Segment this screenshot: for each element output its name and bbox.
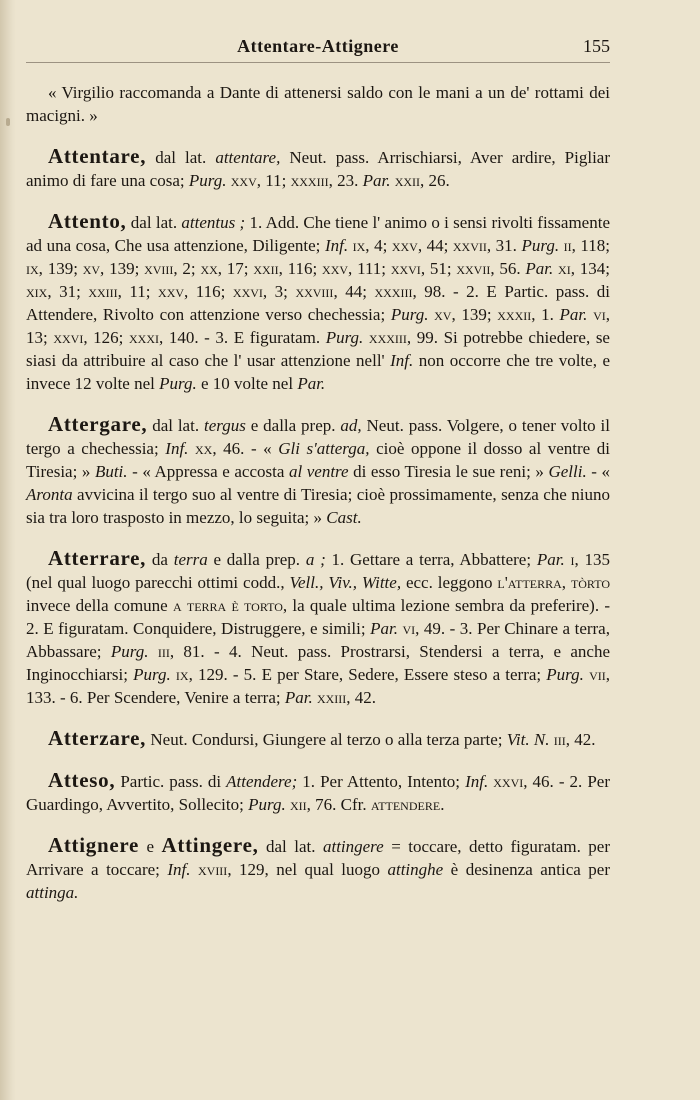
text-run: , 26. <box>420 171 450 190</box>
small-caps-text: xxv <box>391 236 418 255</box>
text-run: , 46. - 2. Per Guardingo, Avvertito, Sollecito; <box>26 772 610 814</box>
text-run: , 31; <box>47 282 89 301</box>
italic-text: Purg. <box>159 374 197 393</box>
italic-text: al ventre <box>288 462 349 481</box>
italic-text: attentus ; <box>181 213 246 232</box>
small-caps-text: xxvii <box>452 236 487 255</box>
text-run: , 129. - 5. E per Stare, Sedere, Essere steso a terra; <box>188 665 547 684</box>
text-run: , 44; <box>333 282 375 301</box>
text-run: , 42. <box>346 688 377 707</box>
small-caps-text: xxvii <box>456 259 491 278</box>
text-run: , 1. <box>531 305 560 324</box>
text-run: , 23. <box>328 171 363 190</box>
small-caps-text: xi <box>553 259 571 278</box>
italic-text: Purg. <box>248 795 286 814</box>
running-head <box>26 34 610 63</box>
italic-text: Par. <box>536 550 565 569</box>
text-run: non occorre che tre volte, e invece 12 volte nel <box>26 351 610 393</box>
headword: Atterrare, <box>48 546 147 570</box>
italic-text: attentare, <box>215 148 281 167</box>
small-caps-text: iii <box>148 642 170 661</box>
small-caps-text: xx <box>200 259 218 278</box>
italic-text: Vit. N. <box>506 730 550 749</box>
text-run: , 99. Si potrebbe chiedere, se siasi da attribuire al caso che l' usar attenzione nell' <box>26 328 610 370</box>
small-caps-text: vi <box>587 305 606 324</box>
italic-text: Inf. <box>390 351 414 370</box>
small-caps-text: xv <box>428 305 452 324</box>
text-run: , 3; <box>262 282 296 301</box>
text-run: , 49. - 3. Per Chinare a terra, Abbassare; <box>26 619 610 661</box>
small-caps-text: iii <box>549 730 566 749</box>
small-caps-text: xxxiii <box>374 282 413 301</box>
italic-text: Vell., Viv., Witte, <box>289 573 402 592</box>
headword: Attergare, <box>48 412 148 436</box>
text-run: , 135 (nel qual luogo parecchi ottimi codd., <box>26 550 610 592</box>
text-run: , 51; <box>420 259 457 278</box>
small-caps-text: xxvi <box>53 328 84 347</box>
text-run: , 111; <box>348 259 391 278</box>
small-caps-text: xxviii <box>295 282 334 301</box>
book-gutter <box>0 0 16 1100</box>
text-run: e dalla prep. <box>245 416 341 435</box>
small-caps-text: xxiii <box>88 282 118 301</box>
italic-text: attinga. <box>26 883 79 902</box>
italic-text: attingere <box>322 837 384 856</box>
text-run: « Virgilio raccomanda a Dante di attenersi saldo con le mani a un de' rottami dei macigni. » <box>26 83 610 125</box>
small-caps-text: xxvi <box>232 282 263 301</box>
italic-text: Cast. <box>326 508 362 527</box>
small-caps-text: vi <box>397 619 416 638</box>
italic-text: Purg. <box>546 665 584 684</box>
italic-text: Par. <box>284 688 313 707</box>
text-run: e <box>139 837 162 856</box>
italic-text: Purg. <box>521 236 560 255</box>
page-margin-mark <box>6 118 10 126</box>
text-run: , 56. <box>490 259 526 278</box>
italic-text: Par. <box>559 305 588 324</box>
entry-attento <box>26 210 610 395</box>
text-run: dal lat. <box>147 416 204 435</box>
text-run: Neut. pass. Volgere, o tener volto il tergo a chechessia; <box>26 416 610 458</box>
entry-atterzare <box>26 727 610 751</box>
text-run: cioè oppone il dosso al ventre di Tiresia; » <box>26 439 611 481</box>
italic-text: Gli s'atterga, <box>278 439 370 458</box>
small-caps-text: ix <box>170 665 189 684</box>
text-run: invece della comune <box>26 596 173 615</box>
italic-text: Purg. <box>110 642 149 661</box>
small-caps-text: xxxiii <box>290 171 329 190</box>
small-caps-text: ix <box>348 236 366 255</box>
headword: Atterzare, <box>48 726 147 750</box>
italic-text: Purg. <box>188 171 227 190</box>
text-run: , 13; <box>26 305 610 347</box>
text-run: , 139; <box>100 259 145 278</box>
small-caps-text: xxv <box>158 282 185 301</box>
text-run: 1. Per Attento, Intento; <box>297 772 466 791</box>
text-run: e 10 volte nel <box>196 374 298 393</box>
small-caps-text: xxxiii <box>363 328 407 347</box>
italic-text: Aronta <box>26 485 73 504</box>
small-caps-text: i <box>564 550 575 569</box>
italic-text: Attendere; <box>226 772 298 791</box>
small-caps-text: xix <box>26 282 48 301</box>
small-caps-text: xviii <box>144 259 174 278</box>
italic-text: Par. <box>525 259 554 278</box>
small-caps-text: xxxi <box>129 328 159 347</box>
text-run: di esso Tiresia le sue reni; » <box>348 462 549 481</box>
entry-atterrare <box>26 547 610 709</box>
italic-text: terra <box>173 550 208 569</box>
text-run: e dalla prep. <box>207 550 306 569</box>
entry-attentare <box>26 145 610 192</box>
text-run: . <box>440 795 445 814</box>
headword: Atteso, <box>48 768 116 792</box>
text-run: , 81. - 4. Neut. pass. Prostrarsi, Stendersi a terra, e anche Inginocchiarsi; <box>26 642 611 684</box>
continuation-paragraph <box>26 81 610 127</box>
text-run: , 116; <box>278 259 323 278</box>
text-run: da <box>146 550 174 569</box>
headword: Attingere, <box>161 833 259 857</box>
dictionary-page <box>26 34 610 922</box>
small-caps-text: ix <box>26 259 39 278</box>
text-run: , 76. Cfr. <box>306 795 371 814</box>
text-run: , 139; <box>38 259 83 278</box>
small-caps-text: a terra è torto <box>172 596 283 615</box>
small-caps-text: xxii <box>253 259 279 278</box>
text-run: 1. Add. Che tiene l' animo o i sensi rivolti fissamente ad una cosa, Che usa attenzione, Diligente; <box>26 213 610 255</box>
small-caps-text: xviii <box>190 860 228 879</box>
text-run: = toccare, detto figuratam. per Arrivare a toccare; <box>26 837 610 879</box>
italic-text: Purg. <box>390 305 429 324</box>
italic-text: Par. <box>362 171 391 190</box>
text-run: , 98. - 2. E Partic. pass. di Attendere, Rivolto con attenzione verso chechessia; <box>26 282 611 324</box>
text-run: , 116; <box>184 282 233 301</box>
text-run: , 126; <box>83 328 129 347</box>
small-caps-text: xxii <box>390 171 421 190</box>
text-run: , 134; <box>570 259 610 278</box>
text-run: , 2; <box>173 259 201 278</box>
small-caps-text: xxiii <box>312 688 347 707</box>
small-caps-text: xv <box>82 259 101 278</box>
text-run: , la quale ultima lezione sembra da preferire). - 2. E figuratam. Conquidere, Distruggere, e simili; <box>26 596 610 638</box>
italic-text: attinghe <box>387 860 444 879</box>
text-run: Neut. pass. Arrischiarsi, Aver ardire, Pigliar animo di fare una cosa; <box>26 148 610 190</box>
italic-text: Purg. <box>325 328 364 347</box>
entry-attignere <box>26 834 610 904</box>
small-caps-text: xxxii <box>497 305 532 324</box>
italic-text: Gelli. <box>548 462 587 481</box>
small-caps-text: xxvi <box>488 772 524 791</box>
italic-text: Inf. <box>165 439 189 458</box>
small-caps-text: xx <box>188 439 213 458</box>
text-run: ecc. leggono <box>401 573 498 592</box>
italic-text: Buti. <box>94 462 128 481</box>
entry-attergare <box>26 413 610 529</box>
text-run: , 31. <box>486 236 522 255</box>
running-head-title: Attentare-Attignere <box>237 36 399 56</box>
italic-text: Purg. <box>133 665 171 684</box>
text-run: , 139; <box>451 305 498 324</box>
text-run: 1. Gettare a terra, Abbattere; <box>325 550 537 569</box>
italic-text: Par. <box>297 374 326 393</box>
italic-text: a ; <box>305 550 326 569</box>
text-run: - « <box>586 462 610 481</box>
text-run: , 129, nel qual luogo <box>227 860 388 879</box>
small-caps-text: attendere <box>370 795 441 814</box>
italic-text: ad, <box>340 416 362 435</box>
italic-text: Inf. <box>465 772 489 791</box>
text-run: , 133. - 6. Per Scendere, Venire a terra; <box>26 665 610 707</box>
text-run: , 4; <box>365 236 392 255</box>
italic-text: Inf. <box>167 860 191 879</box>
text-run: , 11; <box>117 282 159 301</box>
text-run: - « Appressa e accosta <box>127 462 289 481</box>
small-caps-text: xxvi <box>390 259 421 278</box>
headword: Attento, <box>48 209 127 233</box>
text-run: , 11; <box>256 171 291 190</box>
headword: Attignere <box>48 833 140 857</box>
text-run: dal lat. <box>146 148 216 167</box>
text-run: avvicina il tergo suo al ventre di Tiresia; cioè prossimamente, senza che niuno sia tra loro trasposto in mezzo, lo seguita; » <box>26 485 610 527</box>
text-run: , 118; <box>571 236 610 255</box>
italic-text: Par. <box>370 619 398 638</box>
italic-text: Inf. <box>324 236 349 255</box>
text-run: , 46. - « <box>212 439 279 458</box>
text-run: dal lat. <box>126 213 182 232</box>
italic-text: tergus <box>203 416 246 435</box>
text-run: , 44; <box>417 236 453 255</box>
text-run: Partic. pass. di <box>115 772 227 791</box>
small-caps-text: l'atterra, tòrto <box>497 573 610 592</box>
small-caps-text: xxv <box>322 259 349 278</box>
page-number: 155 <box>583 36 610 56</box>
text-run: Neut. Condursi, Giungere al terzo o alla terza parte; <box>146 730 507 749</box>
small-caps-text: ii <box>559 236 572 255</box>
text-run: , 140. - 3. E figuratam. <box>159 328 326 347</box>
text-run: , 17; <box>217 259 254 278</box>
small-caps-text: xii <box>285 795 307 814</box>
text-run: , 42. <box>565 730 596 749</box>
headword: Attentare, <box>48 144 147 168</box>
text-run: dal lat. <box>258 837 323 856</box>
entry-atteso <box>26 769 610 816</box>
small-caps-text: xxv <box>226 171 257 190</box>
text-run: è desinenza antica per <box>443 860 610 879</box>
small-caps-text: vii <box>583 665 606 684</box>
